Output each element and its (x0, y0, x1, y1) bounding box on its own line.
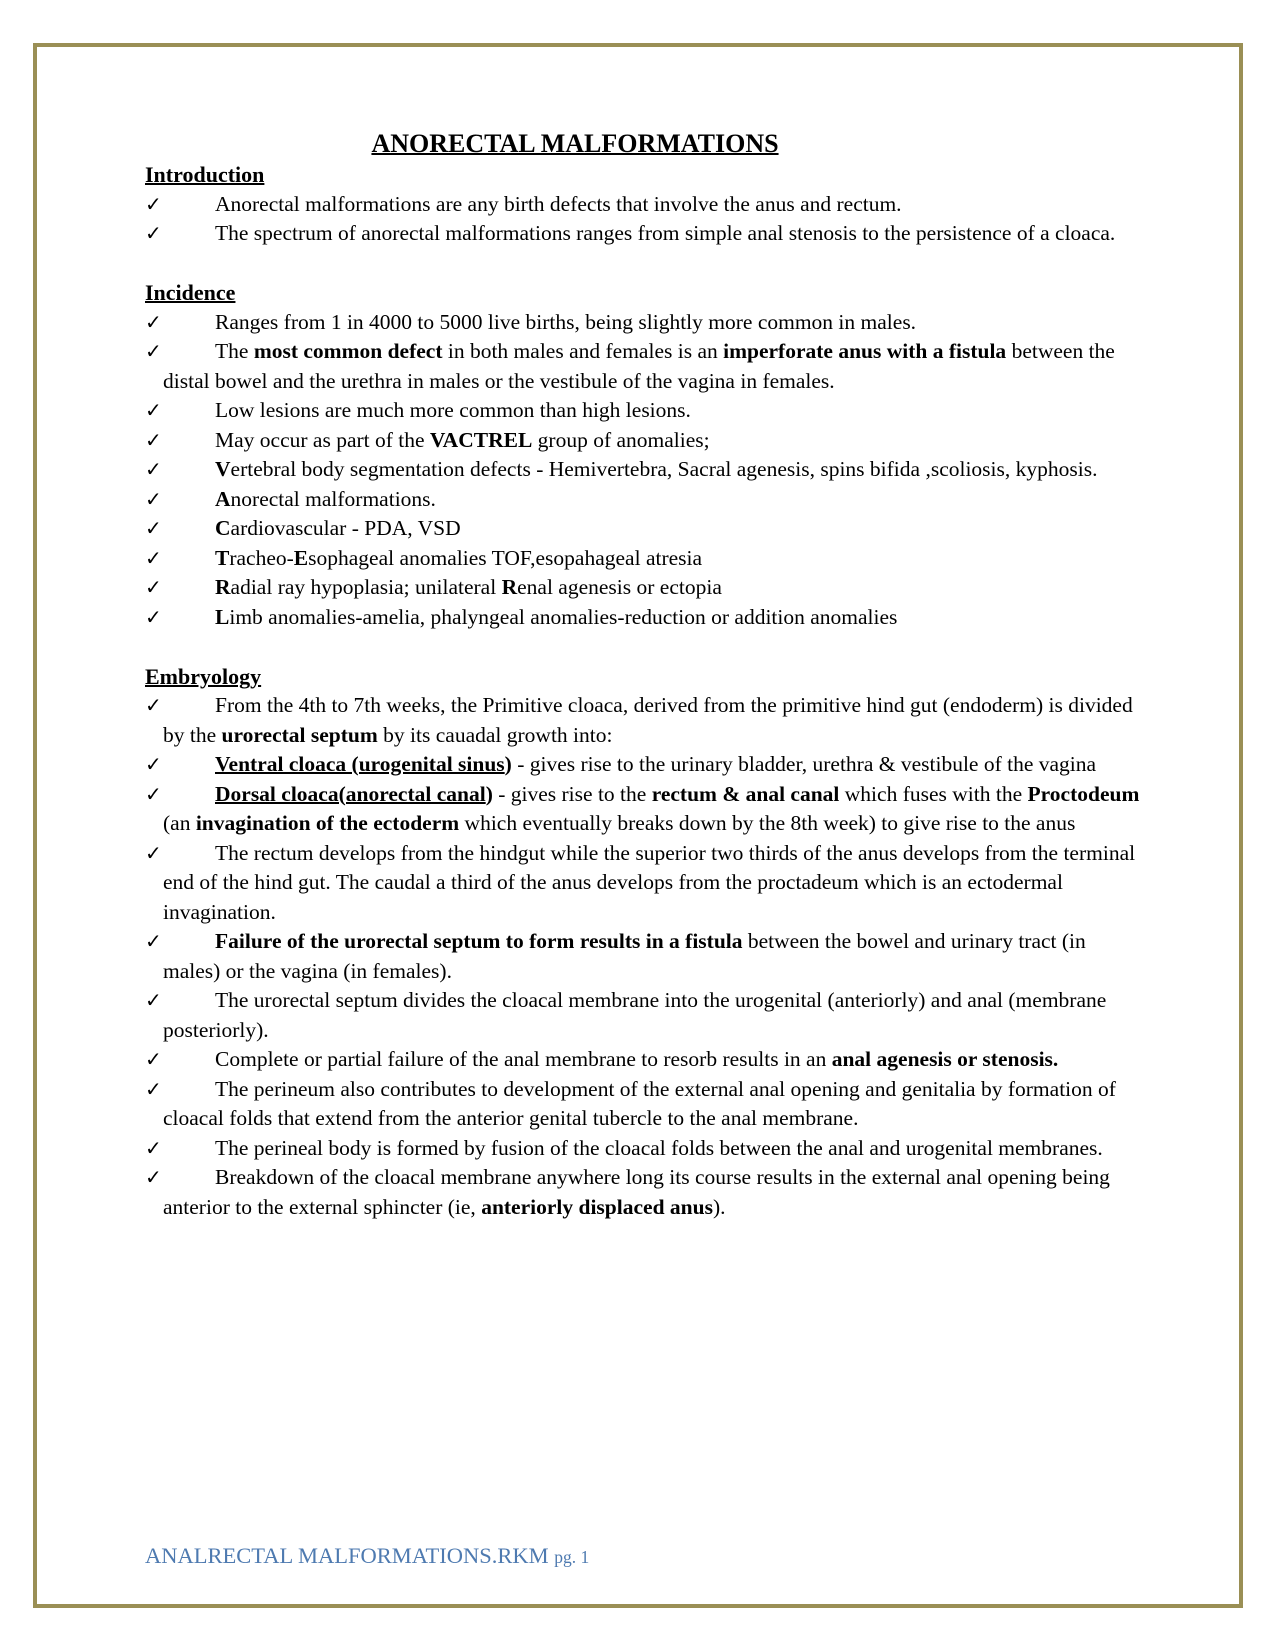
text-segment: ertebral body segmentation defects - Hemivertebra, Sacral agenesis, spins bifida ,scoliosis, kyphosis. (230, 457, 1098, 481)
bullet-item (145, 485, 1145, 515)
section-heading: Embryology (145, 663, 262, 689)
text-segment: E (293, 545, 309, 570)
checkmark-icon: ✓ (145, 486, 162, 511)
text-segment: - gives rise to the urinary bladder, urethra & vestibule of the vagina (511, 752, 1097, 776)
text-segment: A (215, 486, 231, 511)
checkmark-icon: ✓ (145, 781, 162, 806)
text-segment: urorectal septum (221, 722, 378, 747)
text-segment: ). (712, 1194, 726, 1219)
bullet-item (145, 1134, 1145, 1164)
text-segment: sophageal anomalies TOF,esopahageal atresia (308, 545, 703, 570)
section-heading: Introduction (145, 162, 265, 187)
checkmark-icon: ✓ (145, 398, 162, 422)
text-segment: group of anomalies; (532, 427, 710, 452)
text-segment: T (215, 545, 230, 570)
checkmark-icon: ✓ (145, 1135, 162, 1160)
text-segment: - gives rise to the (492, 781, 652, 806)
footer-page-number: pg. 1 (554, 1547, 590, 1567)
text-segment: C (215, 516, 231, 540)
checkmark-icon: ✓ (145, 309, 162, 334)
text-segment: most common defect (253, 339, 443, 363)
bullet-item (145, 750, 1145, 780)
checkmark-icon: ✓ (145, 575, 162, 599)
text-segment: V (215, 457, 231, 481)
bullet-item (145, 986, 1145, 1045)
text-segment: Ranges from 1 in 4000 to 5000 live births, being slightly more common in males. (215, 309, 917, 334)
text-segment: which eventually breaks down by the 8th week) to give rise to the anus (459, 811, 1076, 835)
checkmark-icon: ✓ (145, 516, 162, 540)
text-segment: ) (504, 752, 512, 776)
text-segment: The rectum develops from the hindgut while the superior two thirds of the anus develops from the terminal end of the hind gut. The caudal a third of the anus develops from the proctadeum which is an ectodermal invagination. (163, 840, 1136, 924)
text-segment: Complete or partial failure of the anal membrane to resorb results in an (215, 1047, 832, 1071)
page-footer (145, 1541, 589, 1572)
text-segment: enal agenesis or ectopia (517, 575, 722, 599)
text-segment: norectal malformations. (230, 486, 436, 511)
checkmark-icon: ✓ (145, 1047, 162, 1071)
text-segment: L (215, 604, 230, 629)
text-segment: VACTREL (429, 427, 533, 452)
text-segment: (an (163, 811, 196, 835)
checkmark-icon: ✓ (145, 988, 162, 1012)
bullet-item (145, 337, 1145, 396)
text-segment: Low lesions are much more common than high lesions. (215, 398, 691, 422)
bullet-item (145, 514, 1145, 544)
document-title: ANORECTAL MALFORMATIONS (371, 129, 779, 158)
text-segment: The (215, 339, 254, 363)
checkmark-icon: ✓ (145, 545, 162, 570)
bullet-item (145, 308, 1145, 338)
sections-container (145, 160, 1145, 1222)
text-segment: invagination of the ectoderm (195, 811, 460, 835)
bullet-item (145, 780, 1145, 839)
bullet-item (145, 603, 1145, 633)
text-segment: ) (485, 781, 493, 806)
text-segment: between the distal bowel and the urethra in males or the vestibule of the vagina in females. (163, 339, 1115, 393)
bullet-item (145, 927, 1145, 986)
text-segment: Breakdown of the cloacal membrane anywhere long its course results in the external anal opening being anterior to the external sphincter (ie, (163, 1165, 1110, 1219)
checkmark-icon: ✓ (145, 427, 162, 452)
text-segment: imb anomalies-amelia, phalyngeal anomalies-reduction or addition anomalies (229, 604, 898, 629)
checkmark-icon: ✓ (145, 752, 162, 776)
checkmark-icon: ✓ (145, 339, 162, 363)
bullet-item (145, 839, 1145, 928)
checkmark-icon: ✓ (145, 221, 162, 245)
bullet-item (145, 573, 1145, 603)
text-segment: ardiovascular - PDA, VSD (230, 516, 461, 540)
bullet-item (145, 190, 1145, 220)
text-segment: Proctodeum (1027, 781, 1140, 806)
footer-title: ANALRECTAL MALFORMATIONS.RKM (145, 1543, 549, 1568)
checkmark-icon: ✓ (145, 693, 162, 717)
bullet-item (145, 544, 1145, 574)
text-segment: Ventral cloaca (urogenital sinus (215, 752, 505, 776)
text-segment: May occur as part of the (215, 427, 430, 452)
text-segment: imperforate anus with a fistula (723, 339, 1007, 363)
text-segment: which fuses with the (839, 781, 1028, 806)
text-segment: The spectrum of anorectal malformations ranges from simple anal stenosis to the persistence of a cloaca. (215, 221, 1116, 245)
checkmark-icon: ✓ (145, 1165, 162, 1189)
text-segment: The perineal body is formed by fusion of the cloacal folds between the anal and urogenital membranes. (215, 1135, 1103, 1160)
checkmark-icon: ✓ (145, 191, 162, 216)
bullet-item (145, 426, 1145, 456)
checkmark-icon: ✓ (145, 1076, 162, 1101)
text-segment: anteriorly displaced anus (481, 1194, 713, 1219)
section-heading: Incidence (145, 280, 236, 305)
text-segment: by its cauadal growth into: (377, 722, 613, 747)
bullet-item (145, 219, 1145, 249)
bullet-item (145, 1075, 1145, 1134)
checkmark-icon: ✓ (145, 840, 162, 865)
text-segment: From the 4th to 7th weeks, the Primitive cloaca, derived from the primitive hind gut (endoderm) is divided by the (163, 693, 1133, 747)
text-segment: rectum & anal canal (651, 781, 840, 806)
text-segment: racheo- (229, 545, 294, 570)
text-segment: Failure of the urorectal septum to form results in a fistula (215, 929, 743, 953)
checkmark-icon: ✓ (145, 604, 162, 629)
text-segment: R (501, 575, 518, 599)
document-content (145, 128, 1145, 1222)
text-segment: Anorectal malformations are any birth defects that involve the anus and rectum. (215, 191, 902, 216)
bullet-item (145, 1163, 1145, 1222)
text-segment: The perineum also contributes to development of the external anal opening and genitalia by formation of cloacal folds that extend from the anterior genital tubercle to the anal membrane. (163, 1076, 1116, 1130)
checkmark-icon: ✓ (145, 457, 162, 481)
text-segment: between the bowel and urinary tract (in males) or the vagina (in females). (163, 929, 1086, 983)
text-segment: The urorectal septum divides the cloacal membrane into the urogenital (anteriorly) and anal (membrane posteriorly). (163, 988, 1107, 1042)
text-segment: R (215, 575, 231, 599)
bullet-item (145, 1045, 1145, 1075)
bullet-item (145, 691, 1145, 750)
bullet-item (145, 455, 1145, 485)
text-segment: in both males and females is an (442, 339, 724, 363)
bullet-item (145, 396, 1145, 426)
text-segment: Dorsal cloaca(anorectal canal (215, 781, 486, 806)
text-segment: anal agenesis or stenosis. (831, 1047, 1059, 1071)
checkmark-icon: ✓ (145, 929, 162, 953)
text-segment: adial ray hypoplasia; unilateral (230, 575, 502, 599)
